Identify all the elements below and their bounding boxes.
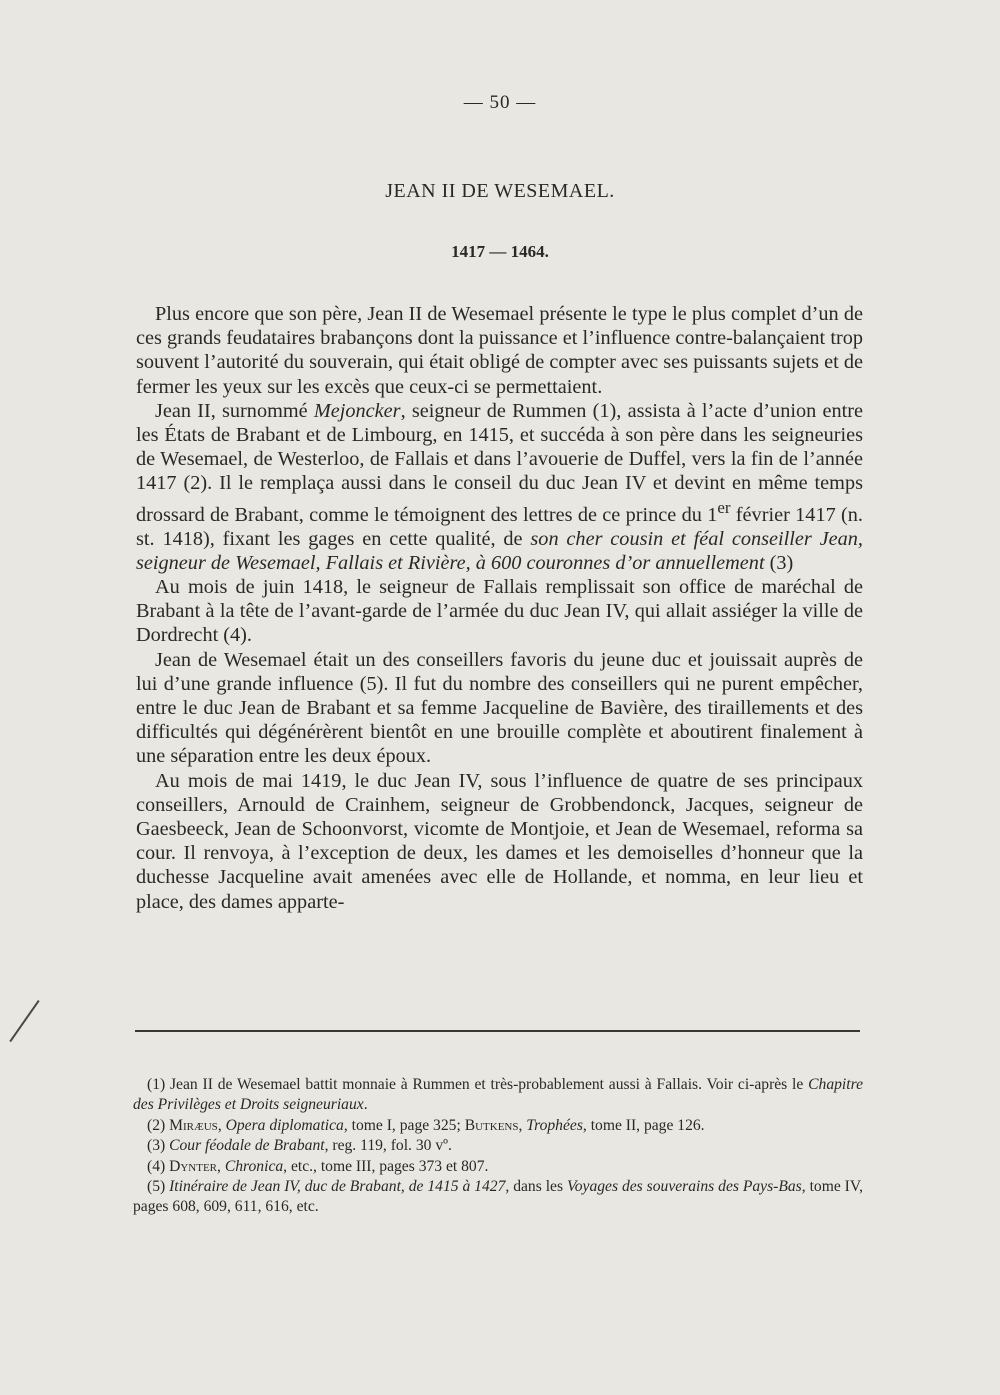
paragraph <box>136 302 863 399</box>
text-run: , etc., tome III, pages 373 et 807. <box>283 1157 489 1175</box>
text-run: , seigneur de Rummen (1), assista à l’acte d’union entre les États de Brabant et de Limbourg, en 1415, et succéda à son père dans les seigneuries de Wesemael, de Westerloo, de Fallais et dans l’avouerie de Duffel, vers la fin de l’année 1417 (2). Il le remplaça aussi dans le conseil du duc Jean IV et devint en même temps drossard de Brabant, comme le témoignent des lettres de ce prince du 1 <box>136 399 863 526</box>
paragraph <box>136 575 863 648</box>
italic-text: Opera diplomatica <box>225 1116 344 1134</box>
text-run: (1) Jean II de Wesemael battit monnaie à Rummen et très-probablement aussi à Fallais. Voir ci-après le <box>147 1076 809 1093</box>
footnote <box>133 1177 863 1218</box>
text-run: . <box>363 1096 368 1114</box>
text-run: (2) <box>147 1116 170 1134</box>
italic-text: Itinéraire de Jean IV, duc de Brabant, de 1415 à 1427 <box>169 1178 506 1196</box>
page-number: — 50 — <box>463 92 537 113</box>
paragraph <box>136 399 863 575</box>
text-run: , <box>217 1116 226 1134</box>
text-run: , dans les <box>505 1178 567 1196</box>
text-run: er <box>717 497 731 517</box>
text-run: (5) <box>147 1178 170 1196</box>
text-run: (4) <box>147 1157 170 1175</box>
pencil-mark <box>9 1000 39 1042</box>
text-run: (3) <box>764 551 794 574</box>
text-run: Jean II, surnommé <box>155 399 314 422</box>
italic-text: Chronica <box>224 1157 284 1175</box>
text-run: , reg. 119, fol. 30 vº. <box>324 1137 452 1155</box>
italic-text: Voyages des souverains des Pays-Bas <box>566 1178 802 1196</box>
footnote <box>133 1157 863 1177</box>
paragraph <box>136 769 863 914</box>
footnotes <box>133 1075 863 1218</box>
text-run: , <box>518 1116 527 1134</box>
text-run: Au mois de mai 1419, le duc Jean IV, sous l’influence de quatre de ses principaux conseillers, Arnould de Crainhem, seigneur de Grobbendonck, Jacques, seigneur de Gaesbeeck, Jean de Schoonvorst, vicomte de Montjoie, et Jean de Wesemael, reforma sa cour. Il renvoya, à l’exception de deux, les dames et les demoiselles d’honneur que la duchesse Jacqueline avait amenées avec elle de Hollande, et nomma, en leur lieu et place, des dames apparte- <box>136 769 863 913</box>
text-run: , tome II, page 126. <box>582 1116 705 1134</box>
author-name: Butkens <box>464 1116 519 1134</box>
chapter-dates: 1417 — 1464. <box>451 242 549 261</box>
text-run: , tome IV, pages 608, 609, 611, 616, etc. <box>133 1178 864 1216</box>
text-run: Jean de Wesemael était un des conseillers favoris du jeune duc et jouissait auprès de lui d’une grande influence (5). Il fut du nombre des conseillers qui ne purent empêcher, entre le duc Jean de Brabant et sa femme Jacqueline de Bavière, des tiraillements et des difficultés qui dégénérèrent bientôt en une brouille complète et aboutirent finalement à une séparation entre les deux époux. <box>136 648 863 768</box>
footnote <box>133 1136 863 1156</box>
chapter-title: JEAN II DE WESEMAEL. <box>385 180 615 202</box>
footnote <box>133 1075 863 1116</box>
italic-text: son cher cousin et féal conseiller Jean, seigneur de Wesemael, Fallais et Rivière, à 600 couronnes d’or annuellement <box>136 527 864 574</box>
text-run: Plus encore que son père, Jean II de Wesemael présente le type le plus complet d’un de ces grands feudataires brabançons dont la puissance et l’influence contre-balançaient trop souvent l’autorité du souverain, qui était obligé de compter avec ses puissants sujets et de fermer les yeux sur les excès que ceux-ci se permettaient. <box>136 303 863 398</box>
italic-text: Mejoncker <box>313 399 401 422</box>
author-name: Dynter <box>169 1157 218 1175</box>
footnote <box>133 1116 863 1136</box>
text-run: Au mois de juin 1418, le seigneur de Fallais remplissait son office de maréchal de Brabant à la tête de l’avant-garde de l’armée du duc Jean IV, qui allait assiéger la ville de Dordrecht (4). <box>136 576 863 647</box>
italic-text: Cour féodale de Brabant <box>169 1137 325 1155</box>
italic-text: Trophées <box>526 1116 583 1134</box>
paragraph <box>136 648 863 769</box>
footnote-separator <box>135 1030 860 1032</box>
italic-text: Chapitre des Privilèges et Droits seigneuriaux <box>133 1076 863 1114</box>
text-run: , tome I, page 325; <box>343 1116 465 1134</box>
text-run: février 1417 (n. st. 1418), fixant les gages en cette qualité, de <box>136 503 864 550</box>
body-text <box>136 302 863 914</box>
text-run: (3) <box>147 1137 170 1155</box>
text-run: , <box>217 1157 225 1175</box>
author-name: Miræus <box>169 1116 218 1134</box>
